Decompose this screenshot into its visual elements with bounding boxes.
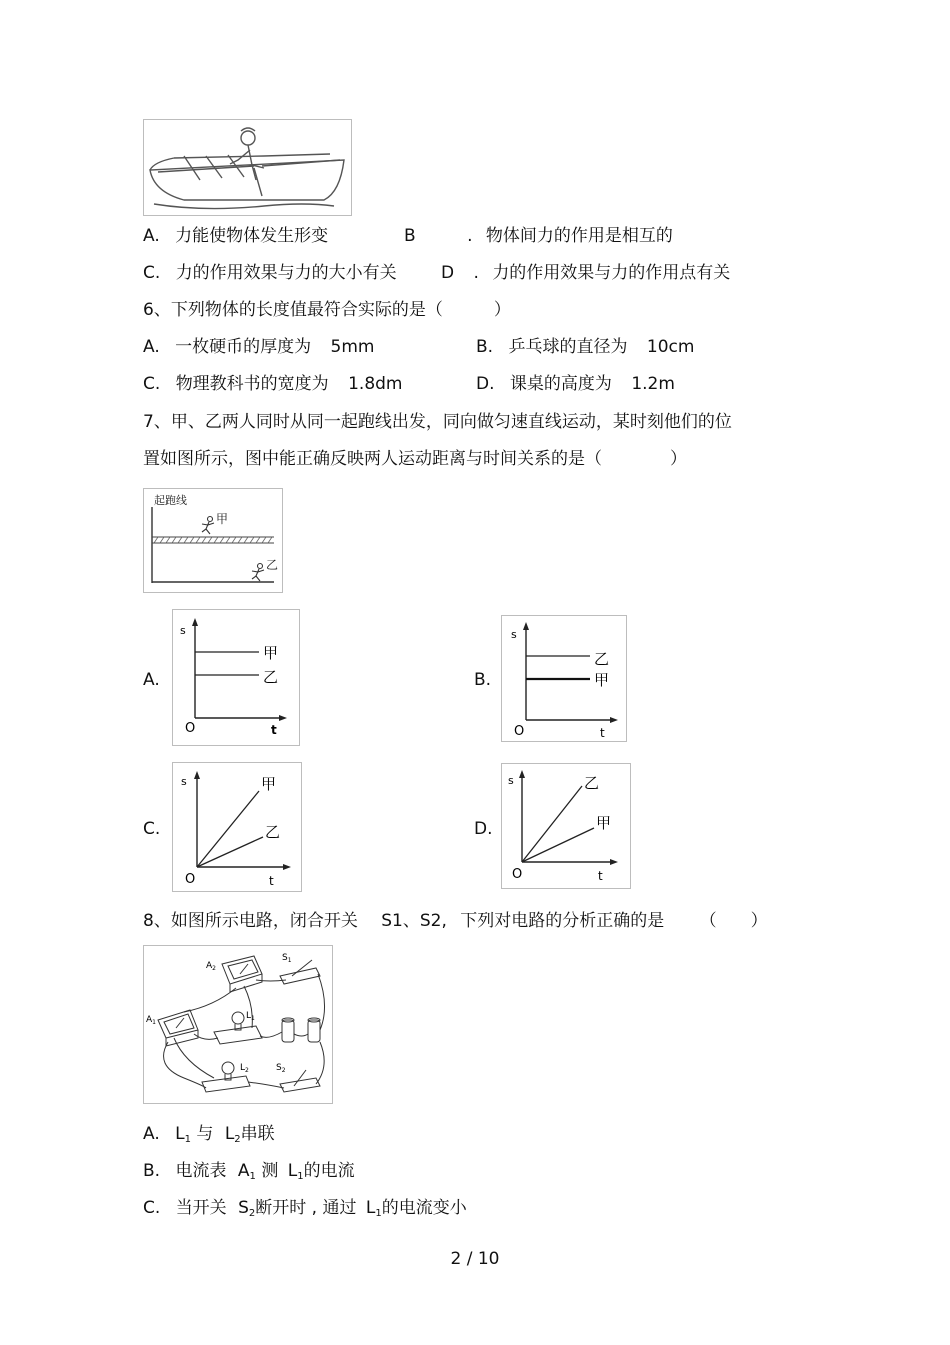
origin-label: O xyxy=(512,867,523,882)
stem-prefix: 8、如图所示电路，闭合开关 xyxy=(143,911,358,931)
label-a2-sub: 2 xyxy=(212,965,216,972)
svg-text:S1 xyxy=(282,953,292,964)
q7-option-d-letter: D. xyxy=(474,819,493,839)
ammeter-a1-icon xyxy=(158,1010,198,1046)
label-a1-sub: 1 xyxy=(152,1019,156,1026)
y-axis-arrow-icon xyxy=(523,622,529,630)
line-shallow xyxy=(197,837,263,867)
q7-stem-line1: 7、甲、乙两人同时从同一起跑线出发，同向做匀速直线运动，某时刻他们的位 xyxy=(143,412,732,432)
svg-text:S2 xyxy=(276,1063,286,1074)
subscript: 1 xyxy=(375,1208,382,1219)
text-part: 电流表 xyxy=(175,1161,227,1181)
x-axis-arrow-icon xyxy=(610,717,618,723)
label-lower: 乙 xyxy=(265,823,281,841)
s-axis-label: s xyxy=(508,774,514,787)
switch-s2-icon xyxy=(280,1070,320,1092)
q7-graph-a xyxy=(172,609,300,746)
subscript: 1 xyxy=(297,1171,304,1182)
option-text: 乒乓球的直径为 xyxy=(508,337,628,357)
q8-option-a xyxy=(143,1123,275,1151)
text-part: 测 xyxy=(261,1161,279,1181)
label-upper: 甲 xyxy=(263,644,279,662)
x-axis-arrow-icon xyxy=(610,859,618,865)
option-text: 力能使物体发生形变 xyxy=(175,226,329,246)
label-l1-sub: 1 xyxy=(251,1015,255,1022)
option-value: 1.2m xyxy=(631,374,675,394)
s-axis-label: s xyxy=(511,628,517,641)
q6-option-c xyxy=(143,373,402,395)
text-part: L xyxy=(365,1198,376,1218)
q6-option-d xyxy=(476,373,675,395)
runner-yi-icon xyxy=(252,564,264,582)
option-letter: A. xyxy=(143,337,160,357)
option-text: 一枚硬币的厚度为 xyxy=(175,337,312,357)
option-value: 5mm xyxy=(330,337,375,357)
q8-option-c xyxy=(143,1197,467,1225)
text-part: A xyxy=(237,1161,250,1181)
option-letter: A. xyxy=(143,1124,160,1144)
t-axis-label: t xyxy=(269,874,274,888)
stem-switches: S1、S2, xyxy=(381,911,447,931)
option-letter: C. xyxy=(143,374,161,394)
subscript: 2 xyxy=(248,1208,256,1219)
boat-illustration xyxy=(144,120,351,215)
runner-yi-label: 乙 xyxy=(266,558,279,572)
q7-graph-b xyxy=(501,615,627,742)
q6-option-a xyxy=(143,336,374,358)
label-upper: 乙 xyxy=(594,650,610,668)
label-s1: S xyxy=(282,953,288,963)
s-axis-label: s xyxy=(181,775,187,788)
q7-stem-line2: 置如图所示，图中能正确反映两人运动距离与时间关系的是（ ） xyxy=(143,449,687,469)
x-axis-arrow-icon xyxy=(279,715,287,721)
q5-option-b xyxy=(404,225,673,247)
text-part: 串联 xyxy=(240,1124,275,1144)
start-line-label: 起跑线 xyxy=(154,494,187,507)
origin-label: O xyxy=(185,721,196,736)
label-upper: 甲 xyxy=(261,775,277,793)
option-text: 物理教科书的宽度为 xyxy=(175,374,329,394)
t-axis-label: t xyxy=(271,723,277,737)
ammeter-a2-icon xyxy=(222,956,262,992)
subscript: 2 xyxy=(234,1134,241,1145)
label-a2: A xyxy=(206,961,213,971)
t-axis-label: t xyxy=(598,869,603,883)
subscript: 1 xyxy=(249,1171,256,1182)
q5-option-c xyxy=(143,262,397,284)
option-letter: C. xyxy=(143,263,161,283)
circuit-figure xyxy=(143,945,333,1104)
text-part: L xyxy=(287,1161,298,1181)
label-s2-sub: 2 xyxy=(281,1067,286,1074)
option-text: 物体间力的作用是相互的 xyxy=(485,226,673,246)
label-l2-sub: 2 xyxy=(245,1067,249,1074)
y-axis-arrow-icon xyxy=(194,771,200,779)
option-letter: B. xyxy=(143,1161,161,1181)
runner-jia-label: 甲 xyxy=(216,512,229,526)
q7-option-a-letter: A. xyxy=(143,670,160,690)
q8-option-b xyxy=(143,1160,355,1188)
text-part: 与 xyxy=(196,1124,214,1144)
option-letter: A. xyxy=(143,226,160,246)
option-value: 1.8dm xyxy=(348,374,403,394)
battery-icon xyxy=(282,1018,320,1042)
t-axis-label: t xyxy=(600,726,605,740)
text-part: 的电流 xyxy=(303,1161,355,1181)
option-letter: B. xyxy=(476,337,494,357)
q5-option-a xyxy=(143,225,328,247)
option-value: 10cm xyxy=(646,337,695,357)
s-axis-label: s xyxy=(180,624,186,637)
label-l2: L xyxy=(240,1063,246,1073)
text-part: L xyxy=(175,1124,185,1144)
svg-text:L1 xyxy=(246,1011,255,1022)
line-steep xyxy=(522,786,582,862)
q7-option-b-letter: B. xyxy=(474,670,492,690)
label-lower: 甲 xyxy=(596,814,612,832)
label-a1: A xyxy=(146,1015,153,1025)
label-lower: 乙 xyxy=(263,668,279,686)
track-figure xyxy=(143,488,283,593)
option-dot: . xyxy=(473,263,479,283)
q7-option-c-letter: C. xyxy=(143,819,161,839)
q7-graph-c xyxy=(172,762,302,892)
svg-text:A2 xyxy=(206,961,216,972)
page-number: 2 / 10 xyxy=(450,1249,500,1269)
option-dot: . xyxy=(467,226,473,246)
runner-jia-icon xyxy=(202,517,214,535)
option-text: 课桌的高度为 xyxy=(509,374,612,394)
label-l1: L xyxy=(246,1011,252,1021)
label-upper: 乙 xyxy=(584,774,600,792)
q6-stem: 6、下列物体的长度值最符合实际的是（ ） xyxy=(143,300,511,320)
subscript: 1 xyxy=(184,1134,191,1145)
boat-figure xyxy=(143,119,352,216)
y-axis-arrow-icon xyxy=(519,770,525,778)
label-s2: S xyxy=(276,1063,282,1073)
svg-text:A1 xyxy=(146,1015,156,1026)
line-shallow xyxy=(522,828,594,862)
origin-label: O xyxy=(185,872,196,887)
q7-graph-d xyxy=(501,763,631,889)
origin-label: O xyxy=(514,724,525,739)
stem-suffix: 下列对电路的分析正确的是 xyxy=(460,911,665,931)
option-letter: D. xyxy=(476,374,495,394)
x-axis-arrow-icon xyxy=(283,864,291,870)
text-part: 的电流变小 xyxy=(381,1198,467,1218)
option-text: 力的作用效果与力的大小有关 xyxy=(175,263,397,283)
text-part: S xyxy=(238,1198,249,1218)
text-part: L xyxy=(224,1124,235,1144)
line-steep xyxy=(197,791,259,867)
svg-text:L2 xyxy=(240,1063,249,1074)
option-text: 力的作用效果与力的作用点有关 xyxy=(492,263,731,283)
answer-paren: （ ） xyxy=(699,911,768,931)
label-lower: 甲 xyxy=(594,671,610,689)
text-part: 断开时 , 通过 xyxy=(255,1198,357,1218)
text-part: 当开关 xyxy=(175,1198,227,1218)
q6-option-b xyxy=(476,336,694,358)
lane-divider xyxy=(152,537,274,543)
label-s1-sub: 1 xyxy=(287,957,292,964)
option-letter: C. xyxy=(143,1198,161,1218)
q5-option-d xyxy=(441,262,730,284)
option-letter: B xyxy=(404,226,416,246)
q8-stem xyxy=(143,910,768,932)
y-axis-arrow-icon xyxy=(192,618,198,626)
option-letter: D xyxy=(441,263,455,283)
